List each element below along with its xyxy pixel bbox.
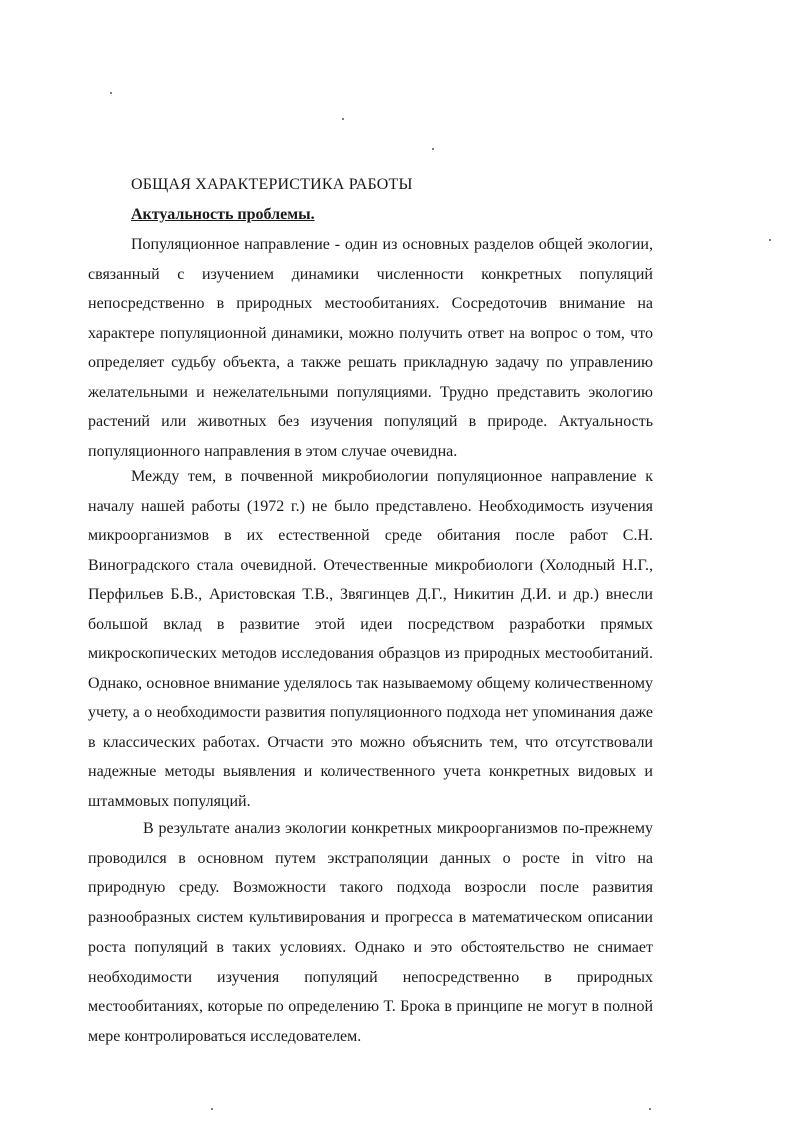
scan-speck: [649, 1108, 651, 1110]
section-heading: ОБЩАЯ ХАРАКТЕРИСТИКА РАБОТЫ: [131, 176, 413, 193]
paragraph-1: Популяционное направление - один из основных разделов общей экологии, связанный с изучением динамики численности конкретных популяций непосредственно в природных местообитаниях. Сосредоточив внимание на характере популяционной динамики, можно получить ответ на вопрос о том, что определяет судьбу объекта, а также решать прикладную задачу по управлению желательными и нежелательными популяциями. Трудно представить экологию растений или животных без изучения популяций в природе. Актуальность популяционного направления в этом случае очевидна.: [88, 236, 653, 460]
paragraph-2: Между тем, в почвенной микробиологии популяционное направление к началу нашей работы (1972 г.) не было представлено. Необходимость изучения микроорганизмов в их естественной среде обитания после работ С.Н. Виноградского стала очевидной. Отечественные микробиологи (Холодный Н.Г., Перфильев Б.В., Аристовская Т.В., Звягинцев Д.Г., Никитин Д.И. и др.) внесли большой вклад в развитие этой идеи посредством разработки прямых микроскопических методов исследования образцов из природных местообитаний. Однако, основное внимание уделялось так называемому общему количественному учету, а о необходимости развития популяционного подхода нет упоминания даже в классических работах. Отчасти это можно объяснить тем, что отсутствовали надежные методы выявления и количественного учета конкретных видовых и штаммовых популяций.: [88, 468, 653, 810]
scan-speck: [769, 239, 771, 241]
paragraph-3: В результате анализ экологии конкретных микроорганизмов по-прежнему проводился в основном путем экстраполяции данных о росте in vitro на природную среду. Возможности такого подхода возросли после развития разнообразных систем культивирования и прогресса в математическом описании роста популяций в таких условиях. Однако и это обстоятельство не снимает необходимости изучения популяций непосредственно в природных местообитаниях, которые по определению Т. Брока в принципе не могут в полной мере контролироваться исследователем.: [88, 820, 653, 1045]
scan-speck: [110, 92, 112, 94]
subsection-heading: Актуальность проблемы.: [131, 206, 315, 223]
scan-speck: [432, 148, 434, 150]
scan-speck: [211, 1108, 213, 1110]
scan-speck: [342, 118, 344, 120]
